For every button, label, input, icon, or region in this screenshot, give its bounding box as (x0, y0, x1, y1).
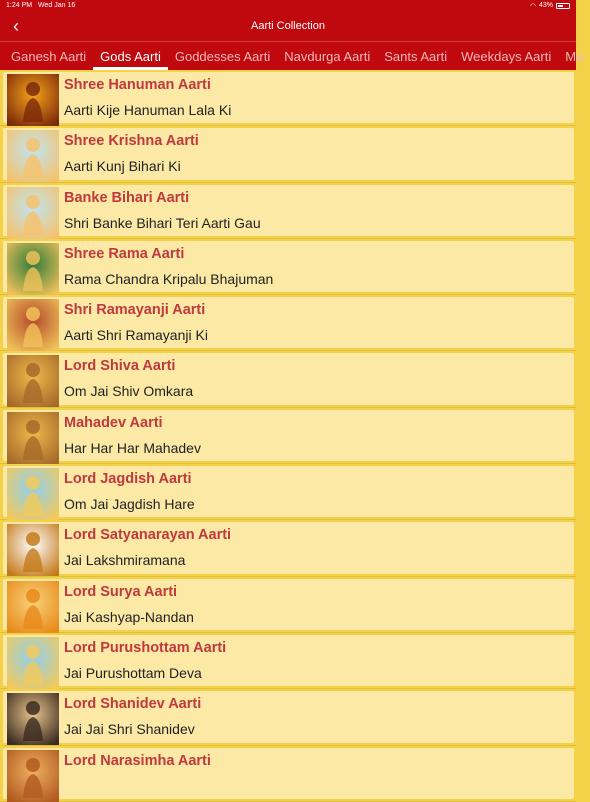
list-item-title: Lord Shiva Aarti (64, 358, 176, 375)
surya-image (7, 581, 59, 633)
list-item[interactable] (0, 70, 576, 126)
list-item[interactable] (0, 577, 576, 633)
list-item[interactable] (0, 351, 576, 407)
status-right (530, 2, 570, 10)
list-item-title: Lord Surya Aarti (64, 583, 178, 600)
list-item-subtitle: Aarti Kunj Bihari Ki (64, 158, 181, 175)
status-time: 1:24 PM (6, 2, 33, 9)
list-item-card (3, 579, 574, 630)
chevron-left-icon: ‹ (13, 16, 19, 36)
tab-navdurga-aarti[interactable]: Navdurga Aarti (284, 48, 371, 64)
list-item-title: Lord Jagdish Aarti (64, 471, 192, 488)
list-item-card (3, 748, 574, 799)
list-item[interactable] (0, 295, 576, 351)
tab-gods-aarti[interactable]: Gods Aarti (93, 42, 168, 70)
list-item-subtitle: Jai Kashyap-Nandan (64, 608, 194, 625)
list-item[interactable] (0, 689, 576, 745)
list-item-title: Mahadev Aarti (64, 414, 163, 431)
list-item-subtitle: Jai Jai Shri Shanidev (64, 721, 195, 738)
satyanarayan-image (7, 524, 59, 576)
battery-percent: 43% (538, 2, 553, 9)
list-item-card (3, 691, 574, 742)
list-item-subtitle: Aarti Kije Hanuman Lala Ki (64, 102, 232, 118)
tab-weekdays-aarti[interactable]: Weekdays Aarti (461, 48, 552, 64)
list-item-subtitle: Om Jai Jagdish Hare (64, 496, 195, 513)
page-title: Aarti Collection (251, 20, 325, 32)
battery-icon (556, 3, 570, 9)
list-item-subtitle: Jai Lakshmiramana (64, 552, 186, 569)
list-item[interactable] (0, 183, 576, 239)
hanuman-image (7, 74, 59, 126)
ramayan-image (7, 299, 59, 351)
back-button[interactable] (6, 15, 26, 37)
vishnu-image (7, 637, 59, 689)
shanidev-image (7, 693, 59, 745)
list-item[interactable] (0, 126, 576, 182)
rama-image (7, 243, 59, 295)
list-item-title: Lord Shanidev Aarti (64, 696, 202, 713)
list-item-card (3, 297, 574, 348)
navigation-bar (0, 11, 576, 41)
list-item[interactable] (0, 408, 576, 464)
status-date: Wed Jan 16 (38, 2, 76, 9)
vishnu-image (7, 468, 59, 520)
list-item-subtitle: Om Jai Shiv Omkara (64, 383, 194, 400)
list-item[interactable] (0, 239, 576, 295)
list-item-card (3, 466, 574, 517)
tab-sants-aarti[interactable]: Sants Aarti (384, 48, 448, 64)
tab-goddesses-aarti[interactable]: Goddesses Aarti (174, 48, 271, 64)
list-item[interactable] (0, 746, 576, 802)
list-item-title: Shree Hanuman Aarti (64, 77, 211, 93)
list-item-title: Lord Narasimha Aarti (64, 752, 211, 769)
list-item-title: Shree Rama Aarti (64, 245, 185, 262)
krishna-image (7, 187, 59, 239)
category-tab-bar (0, 41, 584, 70)
list-item-title: Banke Bihari Aarti (64, 189, 190, 206)
wifi-icon: ◠ (529, 2, 536, 10)
list-item-card (3, 128, 574, 179)
list-item-subtitle: Har Har Har Mahadev (64, 439, 201, 456)
tab-ganesh-aarti[interactable]: Ganesh Aarti (11, 48, 87, 64)
list-item-card (3, 522, 574, 573)
list-item-card (3, 635, 574, 686)
list-item-card (3, 72, 574, 123)
list-item-subtitle: Rama Chandra Kripalu Bhajuman (64, 270, 274, 287)
list-item-subtitle: Shri Banke Bihari Teri Aarti Gau (64, 214, 261, 231)
list-item[interactable] (0, 464, 576, 520)
aarti-list (0, 70, 576, 802)
tab-ma[interactable]: Ma (565, 48, 584, 64)
krishna-image (7, 130, 59, 182)
list-item-subtitle: Aarti Shri Ramayanji Ki (64, 327, 208, 344)
list-item-card (3, 353, 574, 404)
list-item[interactable] (0, 633, 576, 689)
shiva-image (7, 355, 59, 407)
list-item-card (3, 410, 574, 461)
list-item-title: Lord Satyanarayan Aarti (64, 527, 232, 544)
list-item-card (3, 185, 574, 236)
narasimha-image (7, 750, 59, 802)
list-item[interactable] (0, 520, 576, 576)
status-left (6, 2, 75, 9)
list-item-subtitle: Jai Purushottam Deva (64, 664, 202, 681)
status-bar (0, 0, 576, 11)
shiva-image (7, 412, 59, 464)
list-item-card (3, 241, 574, 292)
list-item-title: Lord Purushottam Aarti (64, 639, 227, 656)
list-item-title: Shri Ramayanji Aarti (64, 302, 206, 319)
list-item-title: Shree Krishna Aarti (64, 133, 199, 150)
